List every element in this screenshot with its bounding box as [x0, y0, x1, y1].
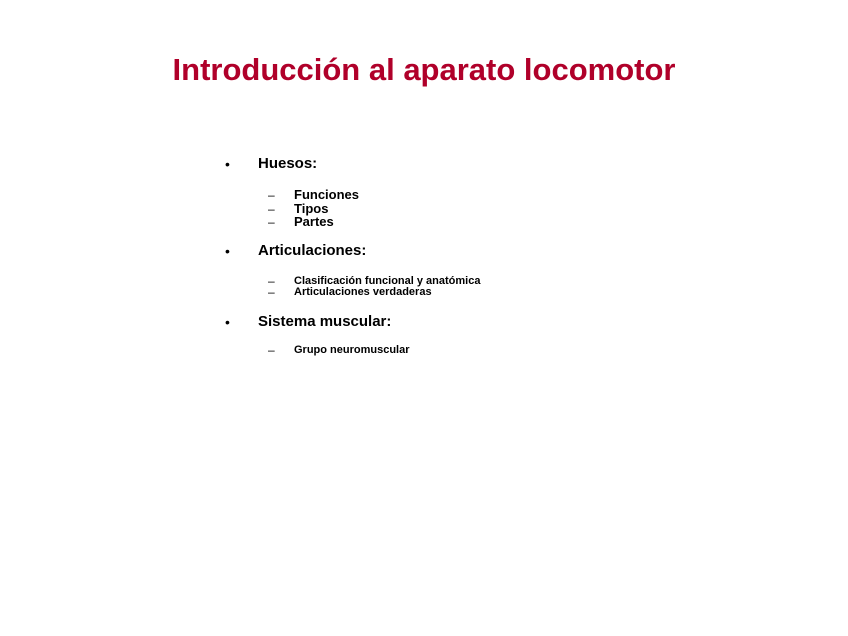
list-item: Articulaciones verdaderas: [294, 286, 432, 298]
dash-icon: –: [268, 188, 275, 202]
dash-icon: –: [268, 285, 275, 299]
list-item: Funciones: [294, 187, 360, 202]
bullet-icon: •: [225, 243, 230, 259]
dash-icon: –: [268, 202, 275, 216]
section-heading: Sistema muscular:: [258, 313, 392, 330]
dash-icon: –: [268, 343, 275, 357]
section-heading: Huesos:: [258, 155, 318, 172]
list-item: Tipos: [294, 201, 329, 216]
dash-icon: –: [268, 274, 275, 288]
list-item: Grupo neuromuscular: [294, 344, 410, 356]
bullet-icon: •: [225, 314, 230, 330]
list-item: Clasificación funcional y anatómica: [294, 275, 481, 287]
bullet-icon: •: [225, 156, 230, 172]
dash-icon: –: [268, 215, 275, 229]
slide-title: Introducción al aparato locomotor: [172, 52, 676, 87]
list-item: Partes: [294, 214, 334, 229]
section-heading: Articulaciones:: [258, 242, 367, 259]
